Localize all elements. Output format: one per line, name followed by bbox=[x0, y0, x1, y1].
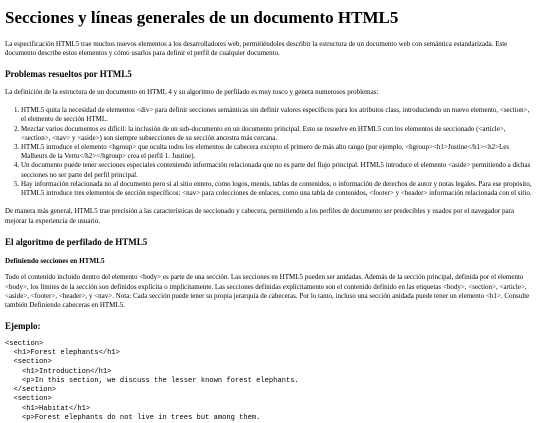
problems-paragraph: La definición de la estructura de un documento en HTML 4 y su algoritmo de perfilado es muy tosco y genera numerosos problemas: bbox=[5, 87, 379, 96]
list-item: 4. Un documento puede tener secciones especiales conteniendo información relacionada que no es parte del flujo principal. HTML5 introduce el elemento <aside> permitiendo a dichas secciones no ser parte del perfil principal. bbox=[21, 161, 535, 179]
algorithm-paragraph: Todo el contenido incluido dentro del elemento <body> es parte de una sección. Las secciones en HTML5 pueden ser anidadas. Además de la sección principal, definida por el elemento <body>, los límites de la sección son definidos explícita o implícitamente. Las secciones definidas explícitamente son el contenido definido en las etiquetas <body>, <section>, <article>, <aside>, <footer>, <header>, y <nav>. Nota: Cada sección puede tener su propia jerarquía de cabeceras. Por lo tanto, incluso una sección anidada puede tener un elemento <h1>. Consulte también Definiendo cabeceras en HTML5. bbox=[5, 273, 530, 309]
page-title: Secciones y líneas generales de un documento HTML5 bbox=[5, 8, 399, 27]
list-item: 3. HTML5 introduce el elemento <hgroup> que oculta todos los elementos de cabecera excepto el primero de más alto rango (por ejemplo, <hgroup><h1>Justine</h1><h2>Les Malheurs de la Vertu</h2></hgroup> crea el perfil 1. Justine). bbox=[21, 143, 535, 161]
intro-paragraph: La especificación HTML5 trae muchos nuevos elementos a los desarrolladores web, permitiéndoles describir la estructura de un documento web con semántica estandarizada. Este documento describe estos elementos y cómo usarlos para definir el perfil de cualquier documento. bbox=[5, 39, 508, 57]
code-example: <section> <h1>Forest elephants</h1> <section> <h1>Introduction</h1> <p>In this section, we discuss the lesser known forest elephants. </section> <section> <h1>Habitat</h1> <p>Forest elephants do not live in trees but among them. bbox=[5, 340, 299, 422]
list-item: 1. HTML5 quita la necesidad de elementos <div> para definir secciones semánticas sin definir valores específicos para los atributos class, introduciendo un nuevo elemento, <section>, el elemento de sección HTML. bbox=[21, 106, 535, 124]
section-heading-algorithm: El algoritmo de perfilado de HTML5 bbox=[5, 236, 148, 247]
subheading-defining-sections: Definiendo secciones en HTML5 bbox=[5, 256, 105, 265]
section-heading-problems: Problemas resueltos por HTML5 bbox=[5, 69, 132, 80]
list-item: 2. Mezclar varios documentos es difícil: la inclusión de un sub-documento en un documento principal. Esto se resuelve en HTML5 con los elementos de seccionado (<article>, <section>, <nav> y <aside>) son siempre subsecciones de su sección ancestra más cercana. bbox=[21, 125, 535, 143]
problems-list bbox=[5, 106, 535, 198]
closing-paragraph: De manera más general, HTML5 trae precisión a las características de seccionado y cabecera, permitiendo a los perfiles de documento ser predecibles y usados por el navegador para mejorar la experiencia de usuario. bbox=[5, 207, 515, 225]
example-heading: Ejemplo: bbox=[5, 321, 41, 332]
list-item: 5. Hay información relacionada no al documento pero sí al sitio entero, como logos, menús, tablas de contenidos, o información de derechos de autor y notas legales. Para ese propósito, HTML5 introduce tres elementos de sección específicos: <nav> para colecciones de enlaces, como una tabla de contenidos, <footer> y <header> información relacionada con el sitio. bbox=[21, 180, 535, 198]
